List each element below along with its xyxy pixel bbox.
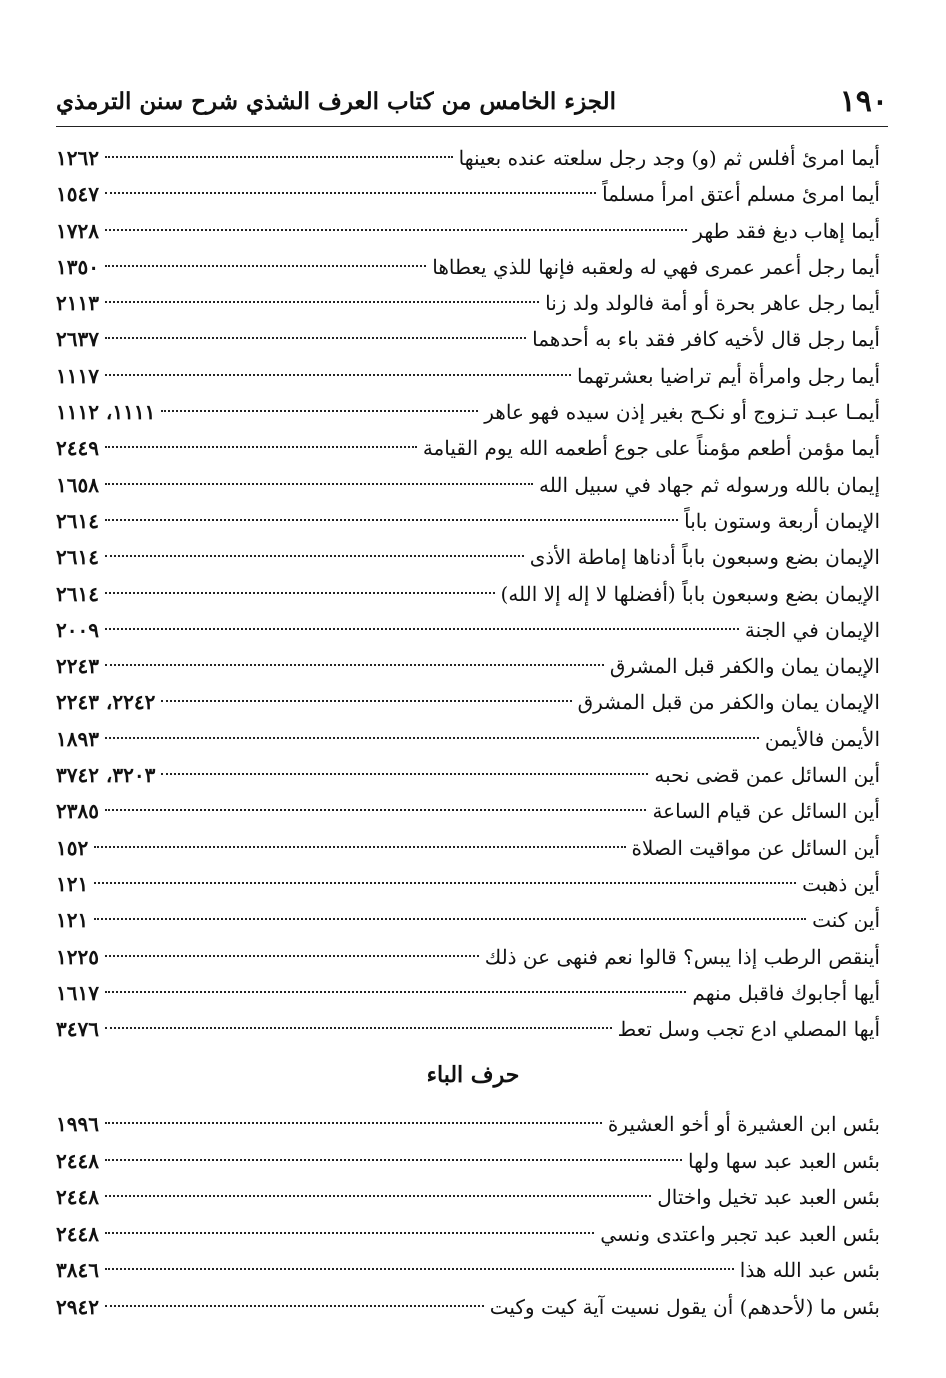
index-entry: [56, 648, 880, 684]
entry-text: بئس عبد الله هذا: [739, 1258, 880, 1282]
entry-text: أيمـا عبـد تـزوج أو نكـح بغير إذن سيده فهو عاهر: [484, 400, 880, 425]
entry-text: أينقص الرطب إذا يبس؟ قالوا نعم فنهى عن ذلك: [484, 944, 880, 969]
dot-leader: [105, 1195, 651, 1197]
index-entry: [56, 176, 880, 212]
entry-hadith-number: ٢٦١٤: [56, 545, 99, 570]
entry-hadith-number: ١٢٦٢: [56, 146, 99, 170]
index-entry: [56, 358, 880, 394]
index-entry: [56, 285, 880, 321]
index-entry: [56, 793, 880, 829]
entry-text: الإيمان أربعة وستون باباً: [684, 508, 880, 533]
header-rule: [56, 126, 888, 127]
entry-text: الأيمن فالأيمن: [764, 726, 880, 751]
entry-hadith-number: ٢٤٤٨: [56, 1185, 99, 1209]
index-entry: [56, 1179, 880, 1216]
entry-text: الإيمان بضع وسبعون باباً أدناها إماطة الأذى: [529, 545, 880, 570]
entry-hadith-number: ١٢١: [56, 908, 89, 933]
entry-hadith-number: ٢٤٤٨: [56, 1221, 99, 1246]
entry-text: بئس العبد عبد تخيل واختال: [657, 1185, 880, 1209]
entry-text: أيها المصلي ادع تجب وسل تعط: [617, 1017, 880, 1042]
entry-hadith-number: ٣٢٠٣، ٣٧٤٢: [56, 763, 156, 788]
dot-leader: [105, 1027, 612, 1029]
entry-text: بئس ما (لأحدهم) أن يقول نسيت آية كيت وكيت: [489, 1294, 880, 1319]
dot-leader: [105, 156, 453, 158]
index-entry: [56, 213, 880, 249]
index-entry: [56, 503, 880, 539]
index-entry: [56, 612, 880, 648]
entry-hadith-number: ١٨٩٣: [56, 726, 99, 751]
dot-leader: [105, 337, 526, 339]
dot-leader: [105, 265, 426, 267]
dot-leader: [105, 555, 524, 557]
index-entry: [56, 1106, 880, 1143]
entry-hadith-number: ٢٩٤٢: [56, 1294, 99, 1319]
index-entry: [56, 1143, 880, 1180]
entry-hadith-number: ٢٣٨٥: [56, 799, 99, 824]
dot-leader: [105, 229, 687, 231]
index-entry: [56, 866, 880, 902]
entry-text: أيما رجل أعمر عمرى فهي له ولعقبه فإنها للذي يعطاها: [432, 254, 880, 279]
index-entry: [56, 830, 880, 866]
dot-leader: [105, 374, 571, 376]
entry-hadith-number: ٢٢٤٢، ٢٢٤٣: [56, 690, 156, 715]
entry-hadith-number: ١٥٤٧: [56, 182, 99, 207]
entry-hadith-number: ٢٦٣٧: [56, 327, 99, 352]
entry-hadith-number: ١٢١: [56, 871, 89, 896]
entry-hadith-number: ٢٦١٤: [56, 508, 99, 533]
entry-text: الإيمان بضع وسبعون باباً (أفضلها لا إله إلا الله): [500, 581, 880, 606]
entry-text: أين السائل عن قيام الساعة: [652, 799, 880, 824]
index-entry: [56, 1011, 880, 1047]
index-entry: [56, 1252, 880, 1289]
entry-hadith-number: ١٩٩٦: [56, 1112, 99, 1136]
entry-text: الإيمان يمان والكفر من قبل المشرق: [577, 690, 880, 715]
entry-hadith-number: ٢٤٤٩: [56, 436, 99, 461]
index-entry: [56, 249, 880, 285]
entry-hadith-number: ١٢٢٥: [56, 944, 99, 969]
entry-hadith-number: ١١١١، ١١١٢: [56, 400, 156, 425]
entry-text: أيما رجل وامرأة أيم تراضيا بعشرتهما: [577, 363, 880, 388]
dot-leader: [161, 773, 648, 775]
section-heading: حرف الباء: [426, 1062, 520, 1088]
dot-leader: [105, 192, 596, 194]
index-entry: [56, 539, 880, 575]
entry-text: أيما امرئ أفلس ثم (و) وجد رجل سلعته عنده بعينها: [458, 146, 880, 170]
entry-hadith-number: ١٦٥٨: [56, 472, 99, 497]
entry-text: بئس ابن العشيرة أو أخو العشيرة: [607, 1112, 880, 1136]
page-number: ١٩٠: [839, 83, 888, 119]
entry-text: الإيمان في الجنة: [744, 617, 880, 642]
index-entry: [56, 902, 880, 938]
entry-text: أين السائل عمن قضى نحبه: [654, 763, 880, 788]
dot-leader: [105, 446, 417, 448]
entry-text: أيها أجابوك فاقبل منهم: [692, 980, 880, 1005]
hadith-index-list-ba: [56, 1106, 880, 1325]
dot-leader: [94, 846, 625, 848]
entry-hadith-number: ١٧٢٨: [56, 218, 99, 243]
entry-hadith-number: ٣٤٧٦: [56, 1017, 99, 1042]
entry-text: الإيمان يمان والكفر قبل المشرق: [609, 654, 880, 679]
entry-hadith-number: ٢٦١٤: [56, 581, 99, 606]
dot-leader: [94, 882, 796, 884]
dot-leader: [105, 592, 495, 594]
entry-hadith-number: ١١١٧: [56, 363, 99, 388]
index-entry: [56, 1216, 880, 1253]
hadith-index-list: [56, 140, 880, 1047]
entry-text: أين ذهبت: [802, 871, 880, 896]
index-entry: [56, 757, 880, 793]
dot-leader: [105, 519, 678, 521]
entry-text: إيمان بالله ورسوله ثم جهاد في سبيل الله: [539, 472, 880, 497]
index-entry: [56, 1289, 880, 1326]
running-title: الجزء الخامس من كتاب العرف الشذي شرح سنن الترمذي: [56, 87, 617, 115]
dot-leader: [105, 1159, 682, 1161]
entry-text: أيما إهاب دبغ فقد طهر: [693, 218, 880, 243]
index-entry: [56, 975, 880, 1011]
dot-leader: [105, 1232, 594, 1234]
entry-text: أيما مؤمن أطعم مؤمناً على جوع أطعمه الله يوم القيامة: [422, 436, 880, 461]
entry-text: أين السائل عن مواقيت الصلاة: [631, 835, 880, 860]
index-entry: [56, 939, 880, 975]
dot-leader: [105, 483, 533, 485]
entry-text: أيما رجل قال لأخيه كافر فقد باء به أحدهما: [532, 327, 880, 352]
entry-text: أيما رجل عاهر بحرة أو أمة فالولد ولد زنا: [545, 291, 880, 316]
entry-hadith-number: ٢٢٤٣: [56, 654, 99, 679]
dot-leader: [105, 809, 646, 811]
dot-leader: [105, 301, 539, 303]
dot-leader: [105, 1268, 734, 1270]
dot-leader: [105, 955, 479, 957]
index-entry: [56, 721, 880, 757]
entry-hadith-number: ٢١١٣: [56, 291, 99, 316]
index-entry: [56, 430, 880, 466]
dot-leader: [161, 410, 478, 412]
entry-hadith-number: ١٣٥٠: [56, 254, 99, 279]
index-entry: [56, 321, 880, 357]
entry-text: أين كنت: [812, 908, 880, 933]
index-entry: [56, 140, 880, 176]
dot-leader: [105, 991, 686, 993]
entry-hadith-number: ٢٠٠٩: [56, 617, 99, 642]
page-header: [56, 78, 888, 124]
entry-text: أيما امرئ مسلم أعتق امرأ مسلماً: [602, 182, 880, 207]
entry-hadith-number: ١٥٢: [56, 835, 89, 860]
index-entry: [56, 394, 880, 430]
dot-leader: [105, 1122, 602, 1124]
dot-leader: [105, 628, 739, 630]
entry-hadith-number: ٢٤٤٨: [56, 1148, 99, 1173]
dot-leader: [94, 918, 806, 920]
entry-text: بئس العبد عبد تجبر واعتدى ونسي: [600, 1221, 880, 1246]
dot-leader: [161, 700, 571, 702]
dot-leader: [105, 664, 604, 666]
dot-leader: [105, 1305, 484, 1307]
index-entry: [56, 576, 880, 612]
entry-hadith-number: ٣٨٤٦: [56, 1258, 99, 1282]
index-entry: [56, 467, 880, 503]
entry-text: بئس العبد عبد سها ولها: [688, 1148, 880, 1173]
dot-leader: [105, 737, 759, 739]
index-entry: [56, 684, 880, 720]
entry-hadith-number: ١٦١٧: [56, 980, 99, 1005]
